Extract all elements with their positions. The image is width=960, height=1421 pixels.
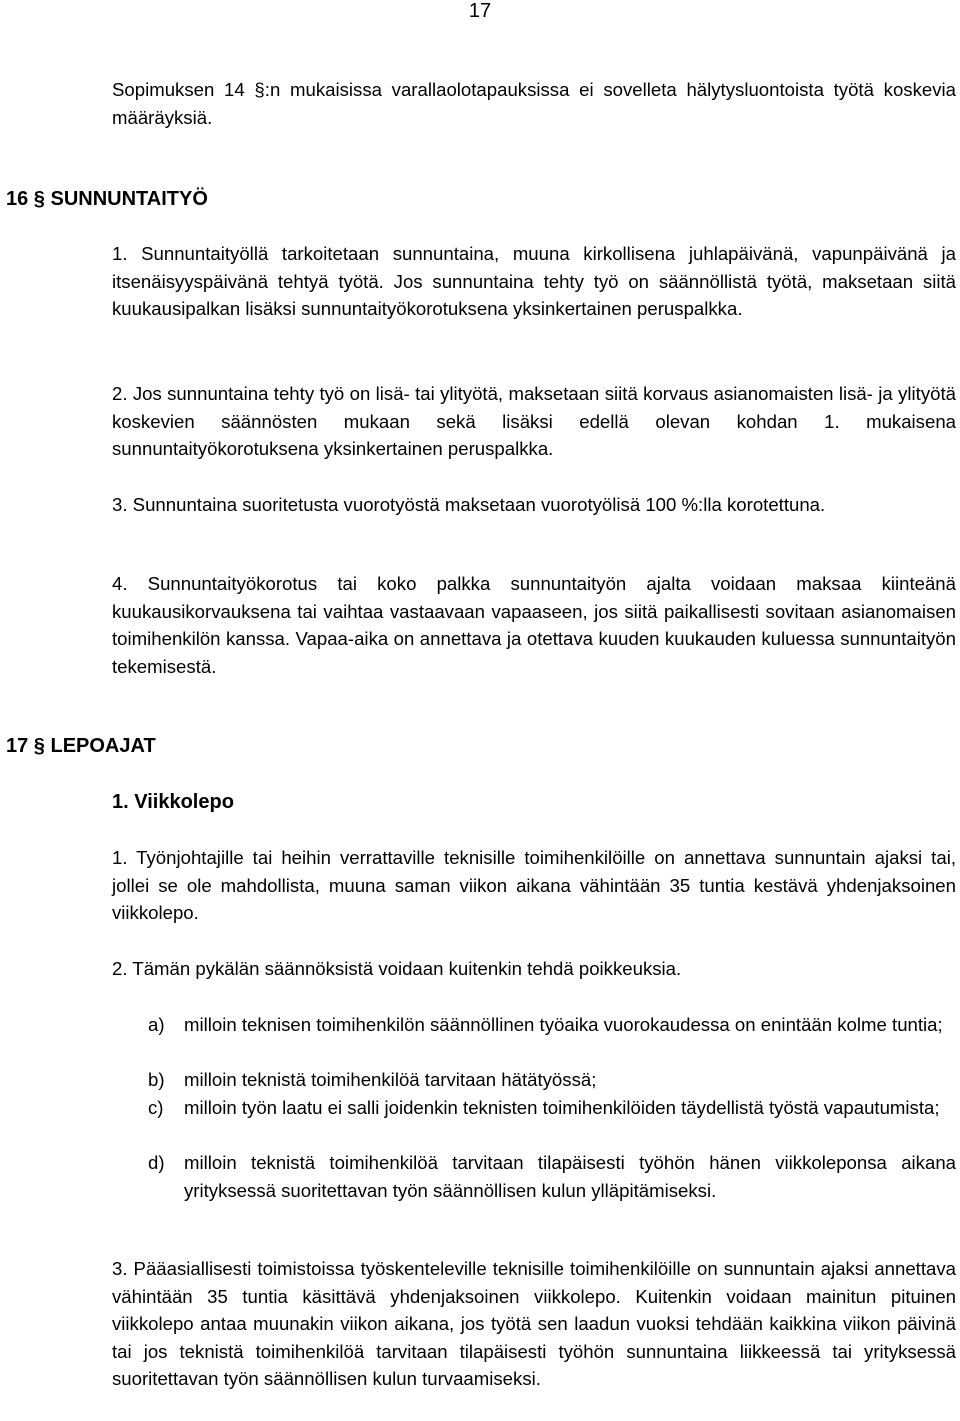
- list-item-c: [148, 1094, 956, 1122]
- section-16-paragraph-2: 2. Jos sunnuntaina tehty työ on lisä- tai ylityötä, maksetaan siitä korvaus asianomaisten lisä- ja ylityötä koskevien säännösten mukaan sekä lisäksi edellä olevan kohdan 1. mukaisena sunnuntaityökorotuksena yksinkertainen peruspalkka.: [112, 383, 956, 459]
- list-item-d: [148, 1149, 956, 1204]
- intro-paragraph: Sopimuksen 14 §:n mukaisissa varallaolotapauksissa ei sovelleta hälytysluontoista työtä koskevia määräyksiä.: [112, 79, 956, 128]
- section-16-heading: 16 § SUNNUNTAITYÖ: [6, 188, 208, 210]
- list-item-text: milloin teknisen toimihenkilön säännöllinen työaika vuorokaudessa on enintään kolme tuntia;: [184, 1014, 943, 1035]
- list-item-text: milloin työn laatu ei salli joidenkin teknisten toimihenkilöiden täydellistä työstä vapautumista;: [184, 1097, 940, 1118]
- section-17-paragraph-2: 2. Tämän pykälän säännöksistä voidaan kuitenkin tehdä poikkeuksia.: [112, 958, 682, 979]
- section-16-paragraph-4: 4. Sunnuntaityökorotus tai koko palkka sunnuntaityön ajalta voidaan maksaa kiinteänä kuukausikorvauksena tai vaihtaa vastaavaan vapaaseen, jos siitä paikallisesti sovitaan asianomaisen toimihenkilön kanssa. Vapaa-aika on annettava ja otettava kuuden kuukauden kuluessa sunnuntaityön tekemisestä.: [112, 573, 956, 677]
- page-number: 17: [468, 0, 492, 22]
- list-item-b: [148, 1066, 956, 1094]
- section-16-paragraph-3: 3. Sunnuntaina suoritetusta vuorotyöstä maksetaan vuorotyölisä 100 %:lla korotettuna.: [112, 494, 826, 515]
- list-item-text: milloin teknistä toimihenkilöä tarvitaan tilapäisesti työhön hänen viikkoleponsa aikana yrityksessä suoritettavan työn säännöllisen kulun ylläpitämiseksi.: [184, 1152, 956, 1201]
- section-17-heading: 17 § LEPOAJAT: [6, 735, 156, 757]
- section-17-subheading: 1. Viikkolepo: [112, 791, 234, 813]
- section-17-paragraph-1: 1. Työnjohtajille tai heihin verrattaville teknisille toimihenkilöille on annettava sunnuntain ajaksi tai, jollei se ole mahdollista, muuna saman viikon aikana vähintään 35 tuntia kestävä yhdenjaksoinen viikkolepo.: [112, 847, 956, 923]
- list-item-text: milloin teknistä toimihenkilöä tarvitaan hätätyössä;: [184, 1069, 597, 1090]
- list-marker: b): [148, 1069, 165, 1090]
- list-item-a: [148, 1011, 956, 1039]
- section-16-paragraph-1: 1. Sunnuntaityöllä tarkoitetaan sunnuntaina, muuna kirkollisena juhlapäivänä, vapunpäivänä ja itsenäisyyspäivänä tehtyä työtä. Jos sunnuntaina tehty työ on säännöllistä työtä, maksetaan siitä kuukausipalkan lisäksi sunnuntaityökorotuksena yksinkertainen peruspalkka.: [112, 243, 956, 319]
- list-marker: c): [148, 1097, 164, 1118]
- section-17-paragraph-3: 3. Pääasiallisesti toimistoissa työskenteleville teknisille toimihenkilöille on sunnuntain ajaksi annettava vähintään 35 tuntia käsittävä yhdenjaksoinen viikkolepo. Kuitenkin voidaan mainitun pituinen viikkolepo antaa muunakin viikon aikana, jos työtä sen laadun vuoksi tehdään kaikkina viikon päivinä tai jos teknistä toimihenkilöä tarvitaan tilapäisesti työhön sunnuntaina liikkeessä tai yrityksessä suoritettavan työn säännöllisen kulun turvaamiseksi.: [112, 1258, 956, 1389]
- list-marker: d): [148, 1152, 165, 1173]
- list-marker: a): [148, 1014, 165, 1035]
